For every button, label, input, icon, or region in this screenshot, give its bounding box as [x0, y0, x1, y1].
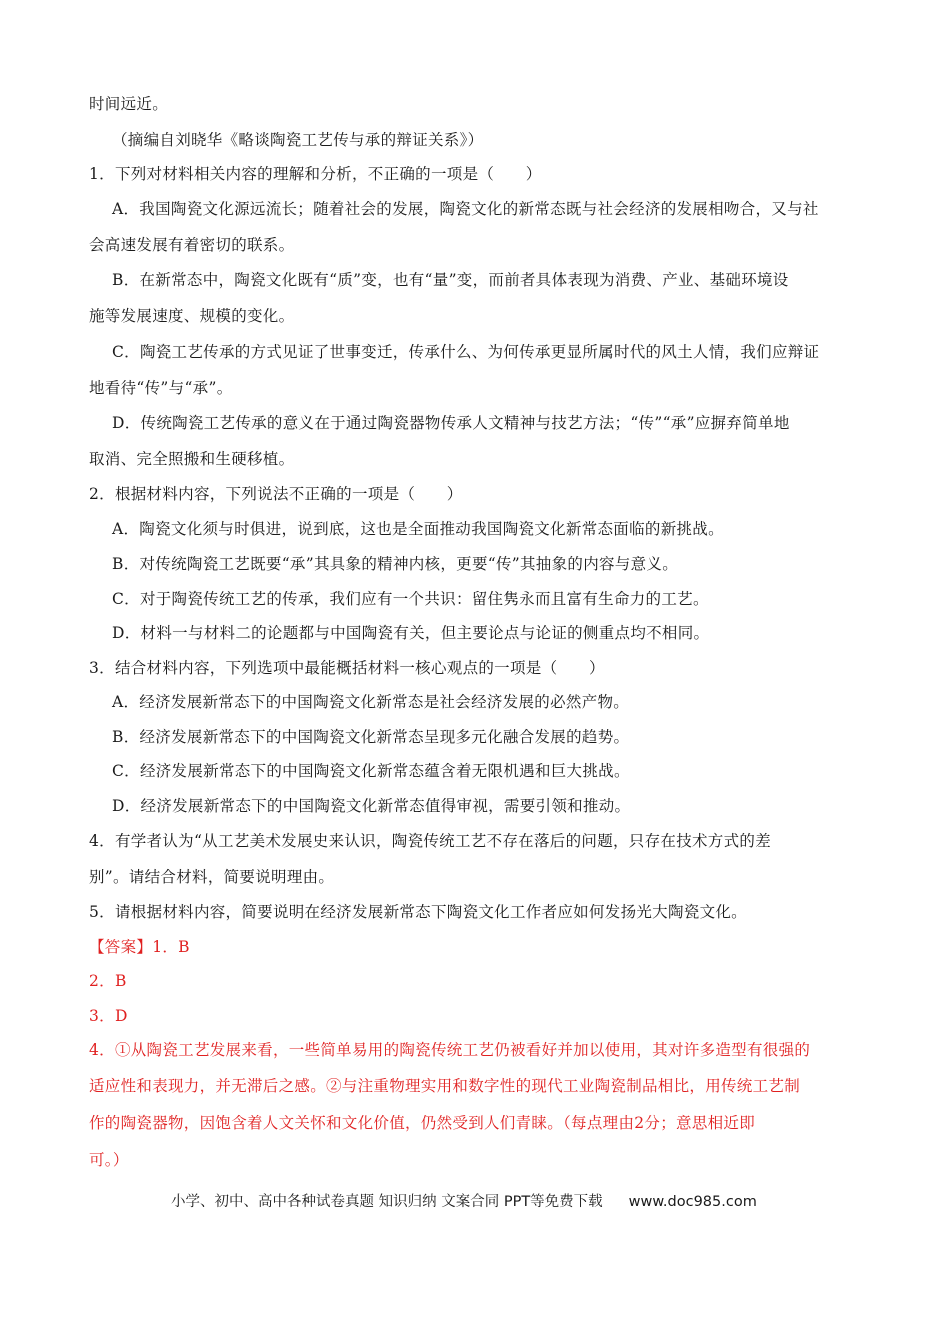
q1-option-d-cont: 取消、完全照搬和生硬移植。 — [89, 450, 295, 468]
source-citation: （摘编自刘晓华《略谈陶瓷工艺传与承的辩证关系》） — [112, 131, 484, 149]
text-line: 时间远近。 — [89, 95, 169, 113]
answer-4-cont: 作的陶瓷器物，因饱含着人文关怀和文化价值，仍然受到人们青睐。（每点理由2分；意思相近即 — [89, 1114, 756, 1132]
q3-option-b: B．经济发展新常态下的中国陶瓷文化新常态呈现多元化融合发展的趋势。 — [112, 728, 630, 746]
answer-4: 4．①从陶瓷工艺发展来看，一些简单易用的陶瓷传统工艺仍被看好并加以使用，其对许多造型有很强的 — [89, 1041, 811, 1059]
answer-1: 【答案】1．B — [89, 938, 190, 956]
q1-option-c: C．陶瓷工艺传承的方式见证了世事变迁，传承什么、为何传承更显所属时代的风土人情，我们应辩证 — [112, 343, 820, 361]
q1-option-b: B．在新常态中，陶瓷文化既有“质”变，也有“量”变，而前者具体表现为消费、产业、基础环境设 — [112, 271, 789, 289]
question-4: 4．有学者认为“从工艺美术发展史来认识，陶瓷传统工艺不存在落后的问题，只存在技术方式的差 — [89, 832, 771, 850]
q3-option-a: A．经济发展新常态下的中国陶瓷文化新常态是社会经济发展的必然产物。 — [112, 693, 630, 711]
answer-2: 2．B — [89, 972, 127, 990]
question-5: 5．请根据材料内容，简要说明在经济发展新常态下陶瓷文化工作者应如何发扬光大陶瓷文化。 — [89, 903, 747, 921]
q2-option-d: D．材料一与材料二的论题都与中国陶瓷有关，但主要论点与论证的侧重点均不相同。 — [112, 624, 710, 642]
footer-link[interactable]: www.doc985.com — [628, 1194, 757, 1210]
question-3: 3．结合材料内容，下列选项中最能概括材料一核心观点的一项是（ ） — [89, 659, 605, 677]
answer-3: 3．D — [89, 1007, 128, 1025]
page-footer — [171, 1190, 757, 1211]
answer-4-cont: 适应性和表现力，并无滞后之感。②与注重物理实用和数字性的现代工业陶瓷制品相比，用传统工艺制 — [89, 1077, 801, 1095]
answer-4-cont: 可。） — [89, 1151, 129, 1169]
q3-option-c: C．经济发展新常态下的中国陶瓷文化新常态蕴含着无限机遇和巨大挑战。 — [112, 762, 630, 780]
q3-option-d: D．经济发展新常态下的中国陶瓷文化新常态值得审视，需要引领和推动。 — [112, 797, 631, 815]
question-2: 2．根据材料内容，下列说法不正确的一项是（ ） — [89, 485, 463, 503]
q1-option-d: D．传统陶瓷工艺传承的意义在于通过陶瓷器物传承人文精神与技艺方法；“传”“承”应摒弃简单地 — [112, 414, 790, 432]
q1-option-a: A．我国陶瓷文化源远流长；随着社会的发展，陶瓷文化的新常态既与社会经济的发展相吻合，又与社 — [112, 200, 819, 218]
question-4-cont: 别”。请结合材料，简要说明理由。 — [89, 868, 335, 886]
footer-text: 小学、初中、高中各种试卷真题 知识归纳 文案合同 PPT等免费下载 — [171, 1194, 603, 1210]
question-1: 1．下列对材料相关内容的理解和分析，不正确的一项是（ ） — [89, 165, 542, 183]
q1-option-b-cont: 施等发展速度、规模的变化。 — [89, 307, 295, 325]
q1-option-c-cont: 地看待“传”与“承”。 — [89, 379, 233, 397]
q2-option-b: B．对传统陶瓷工艺既要“承”其具象的精神内核，更要“传”其抽象的内容与意义。 — [112, 555, 678, 573]
q2-option-a: A．陶瓷文化须与时俱进，说到底，这也是全面推动我国陶瓷文化新常态面临的新挑战。 — [112, 520, 724, 538]
q1-option-a-cont: 会高速发展有着密切的联系。 — [89, 236, 295, 254]
q2-option-c: C．对于陶瓷传统工艺的传承，我们应有一个共识：留住隽永而且富有生命力的工艺。 — [112, 590, 709, 608]
